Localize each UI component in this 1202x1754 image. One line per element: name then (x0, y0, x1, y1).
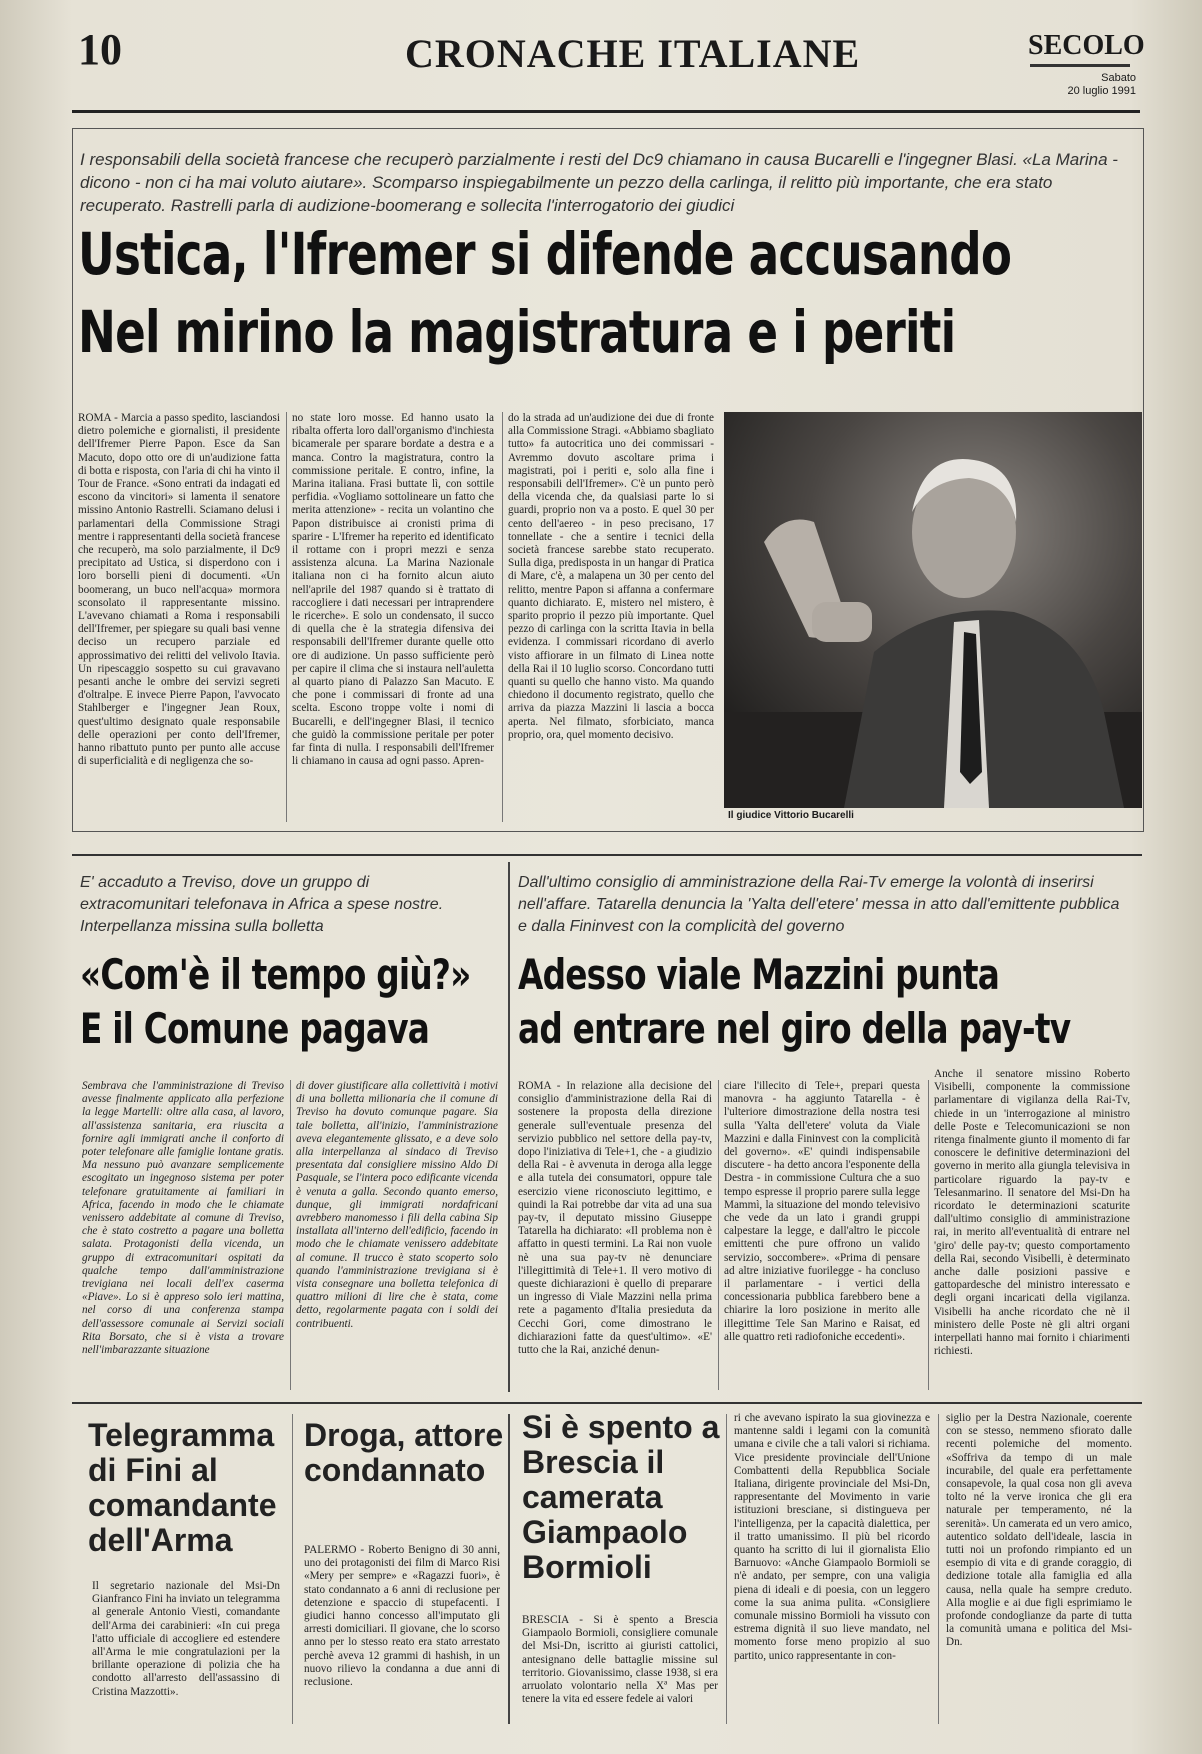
section-divider (72, 1402, 1142, 1404)
column-rule (502, 412, 503, 822)
story-separator (508, 1414, 510, 1724)
treviso-headline-line1: «Com'è il tempo giù?» (80, 950, 471, 999)
newspaper-logo: SECOLO (1028, 30, 1145, 61)
column-rule (726, 1414, 727, 1724)
droga-headline: Droga, attore condannato (304, 1417, 504, 1488)
bucarelli-photo (724, 412, 1142, 808)
raitv-column-1: ROMA - In relazione alla decisione del consiglio d'amministrazione della Rai di sostenere la proposta della direzione generale sull'eventuale presenza del servizio pubblico nel settore della pay-tv, dopo l'iniziativa di Tele+1, che - a giudizio della Rai - è avvenuta in deroga alla legge e alla tutela dei consumatori, oppure tale esercizio viene riconosciuto legittimo, e quindi la Rai potrebbe dar vita ad una sua pay-tv, il deputato missino Giuseppe Tatarella ha dichiarato: «Il problema non è affatto in questi termini. La Rai non vuole nè una sua pay-tv nè denunciare l'illegittimità di Tele+1. Il vero motivo di queste dichiarazioni è quello di preparare un ingresso di Viale Mazzini nella prima rete a pagamento d'Italia presieduta da Cecchi Gori, come dimostrano le dichiarazioni fatte da quest'ultimo». «E' tutto che la Rai, anziché denun- (518, 1080, 712, 1357)
raitv-headline-line2: ad entrare nel giro della pay-tv (518, 1004, 1071, 1053)
bormioli-headline: Si è spento a Brescia il camerata Giampaolo Bormioli (522, 1409, 720, 1585)
column-rule (928, 1080, 929, 1390)
dateline-date: 20 luglio 1991 (1067, 85, 1136, 97)
lead-headline-line2: Nel mirino la magistratura e i periti (78, 298, 956, 366)
column-rule (718, 1080, 719, 1390)
dateline (1040, 72, 1136, 98)
story-separator (508, 862, 510, 1392)
lead-column-3: do la strada ad un'audizione dei due di fronte alla Commissione Stragi. «Abbiamo sbagliato tutto» fa autocritica uno dei commissari - Avremmo dovuto ascoltare prima i magistrati, poi i periti e, solo alla fine i responsabili dell'Ifremer». C'è un punto però della vicenda che, da qualsiasi parte lo si guardi, proprio non va a posto. E quel 30 per cento dell'aereo - in peso precisano, 17 tonnellate - che a sentire i tecnici della società francese sarebbe stato recuperato. Sulla diga, predisposta in un hangar di Pratica di Mare, c'è, a malapena un 30 per cento del relitto, mentre Papon si affanna a confermare quanto dichiarato. E, mistero nel mistero, è sparito proprio il pezzo più importante. Quel pezzo di carlinga con la scritta Itavia in bella evidenza. I commissari ricordano di averlo visto affiorare in un filmato di Linea notte della Rai il 10 luglio scorso. Concordano tutti quanti su quello che hanno visto. Ma quando chiedono il documento registrato, quello che arriva da piazza Mazzini li lascia a bocca aperta. Nel filmato, sforbiciato, manca proprio, ora, quel momento decisivo. (508, 412, 714, 741)
logo-underline (1030, 64, 1130, 67)
section-title: CRONACHE ITALIANE (405, 31, 861, 76)
raitv-column-2: ciare l'illecito di Tele+, prepari questa manovra - ha aggiunto Tatarella - è l'ulteriore dimostrazione della nostra tesi sulla 'Yalta dell'etere' voluta da Viale Mazzini e dalla Fininvest con la complicità del governo». «E' quindi indispensabile discutere - ha detto ancora l'esponente della Destra - in commissione Cultura che a suo tempo espresse il proprio parere sulla legge Mammì, la situazione del mondo televisivo che vede da un lato i grandi gruppi calpestare la legge, e dall'altro le piccole emittenti che pure offrono un valido servizio, soccombere». «Prima di pensare ad altre iniziative fuorilegge - ha concluso il parlamentare - i vertici della concessionaria pubblica farebbero bene a chiarire la loro posizione in merito alle illegittime Tele San Marino e Raisat, ed alle quattro reti radiofoniche eccedenti». (724, 1080, 920, 1343)
treviso-headline-line2: E il Comune pagava (80, 1004, 430, 1053)
bormioli-column-1: BRESCIA - Si è spento a Brescia Giampaolo Bormioli, consigliere comunale del Msi-Dn, iscritto ai giuristi cattolici, antesignano delle battaglie missine sul territorio. Giovanissimo, classe 1938, si era arruolato volontario nella Xª Mas per tenere la vita ed essere fedele ai valori (522, 1614, 718, 1706)
treviso-column-1: Sembrava che l'amministrazione di Treviso avesse finalmente applicato alla perfezione la legge Martelli: oltre alla casa, al lavoro, all'assistenza sanitaria, era riuscita a fornire agli immigrati anche il conforto di poter telefonare alle famiglie lontane gratis. Ma nessuno può avanzare semplicemente escogitato un ingegnoso sistema per poter telefonare gratuitamente ai familiari in Africa, facendo in modo che le chiamate venissero addebitate al comune di Treviso, che è stato costretto a pagare una bolletta salata. Protagonisti della vicenda, un gruppo di extracomunitari ospitati da qualche tempo dall'amministrazione trevigiana nei locali dell'ex caserma «Piave». Lo si è appreso solo ieri mattina, nel corso di una conferenza stampa dell'assessore comunale ai Servizi sociali Rita Borsato, che si è vista a trovare nell'imbarazzante situazione (82, 1080, 284, 1357)
column-rule (286, 412, 287, 822)
lead-headline-line1: Ustica, l'Ifremer si difende accusando (78, 220, 1012, 288)
treviso-kicker: E' accaduto a Treviso, dove un gruppo di extracomunitari telefonava in Africa a spese nostre. Interpellanza missina sulla bolletta (80, 874, 444, 935)
dateline-day: Sabato (1101, 72, 1136, 84)
treviso-column-2: di dover giustificare alla collettività i motivi di una bolletta milionaria che il comune di Treviso ha dovuto comunque pagare. Sia tale bolletta, all'inizio, l'amministrazione aveva elegantemente glissato, e a deve solo alla interpellanza al sindaco di Treviso presentata dal consigliere missino Aldo Di Pasquale, se l'intera poco edificante vicenda è venuta a galla. Secondo quanto emerso, dunque, gli immigrati nordafricani avrebbero manomesso i fili della cabina Sip installata all'interno dell'edificio, facendo in modo che le chiamate venissero addebitate al comune. Il trucco è stato scoperto solo quando l'amministrazione trevigiana si è vista consegnare una bolletta telefonica di quattro milioni di lire che è stata, come detto, regolarmente pagata con i soldi dei contribuenti. (296, 1080, 498, 1330)
column-rule (290, 1080, 291, 1390)
lead-column-2: no state loro mosse. Ed hanno usato la ribalta offerta loro dall'organismo d'inchiesta bicamerale per sparare bordate a destra e a manca. Contro la magistratura, contro la commissione peritale. E contro, infine, la Marina italiana. Frasi buttate lì, con sottile perfidia. «Vogliamo sottolineare un fatto che merita attenzione» - recita un volantino che Papon distribuisce ai cronisti prima di sparire - L'Ifremer ha reperito ed identificato il rottame con i propri mezzi e senza assistenza alcuna. La Marina Nazionale italiana non ci ha fornito alcun aiuto nell'aprile del 1987 quando si è trattato di raccogliere i dati necessari per intraprendere le ricerche». E solo un condensato, il succo di quella che è la strategia difensiva dei responsabili dell'Ifremer durante quelle otto ore di audizione. Un passo sufficiente però per capire il clima che si instaura nell'auletta al quarto piano di Palazzo San Macuto. E che pone i commissari di fronte ad una scelta. Escono troppe volte i nomi di Bucarelli, e dell'ingegner Blasi, il tecnico che guidò la commissione peritale per poter far finta di nulla. I responsabili dell'Ifremer li chiamano in causa ad ogni passo. Apren- (292, 412, 494, 768)
lead-kicker: I responsabili della società francese che recuperò parzialmente i resti del Dc9 chiamano in causa Bucarelli e l'ingegner Blasi. «La Marina - dicono - non ci ha mai voluto aiutare». Scomparso inspiegabilmente un pezzo della carlinga, il relitto più importante, che era stato recuperato. Rastrelli parla di audizione-boomerang e sollecita l'interrogatorio dei giudici (80, 150, 1118, 215)
fini-body: Il segretario nazionale del Msi-Dn Gianfranco Fini ha inviato un telegramma al generale Antonio Viesti, comandante dell'Arma dei carabinieri: «In cui prega l'atto ufficiale di accogliere ed estendere all'Arma le mie congratulazioni per la brillante operazione di polizia che ha condotto all'arresto dell'assassino di Cristina Mazzotti». (92, 1580, 280, 1698)
masthead-rule (72, 110, 1140, 113)
raitv-column-3: Anche il senatore missino Roberto Visibelli, componente la commissione parlamentare di vigilanza della Rai-Tv, chiede in un 'interrogazione al ministro delle Poste e Telecomunicazioni se non ritenga finalmente giunto il momento di far conoscere le definitive determinazioni del governo in merito alla giungla televisiva in particolare riguardo la pay-tv e Telesanmarino. Il senatore del Msi-Dn ha ricordato le determinazioni scaturite dall'ultimo consiglio di amministrazione rai, in merito all'eventualità di entrare nel 'giro' delle pay-tv; questo comportamento della Rai, secondo Visibelli, è determinato anche dalle posizioni passive e gattopardesche del ministro interessato e degli organi incaricati della vigilanza. Visibelli ha anche ricordato che nè il ministero delle Poste nè gli altri organi interpellati hanno mai fornito i chiarimenti richiesti. (934, 1068, 1130, 1358)
bormioli-column-2: ri che avevano ispirato la sua giovinezza e mantenne saldi i legami con la comunità umana e civile che a tali valori si richiama. Vice presidente provinciale dell'Unione Combattenti della Repubblica Sociale Italiana, dirigente provinciale del Msi-Dn, rappresentante del Movimento in varie istituzioni bresciane, si distingueva per l'intelligenza, per la capacità dialettica, per il tratto umanissimo. Il più bel ricordo quanto ha scritto di lui il giornalista Elio Barnuovo: «Anche Giampaolo Bormioli se n'è andato, per sempre, con una valigia piena di ideali e di poesia, con un leggero come la sua anima pulita. «Consigliere comunale missino Bormioli ha vissuto con estrema dignità il suo lieve mandato, nel momento forse meno propizio al suo partito, unico rappresentante in con- (734, 1412, 930, 1662)
droga-body: PALERMO - Roberto Benigno di 30 anni, uno dei protagonisti dei film di Marco Risi «Mery per sempre» e «Ragazzi fuori», è stato condannato a 6 anni di reclusione per detenzione e spaccio di stupefacenti. I giudici hanno concesso all'imputato gli arresti domiciliari. Il giovane, che lo scorso anno per lo stesso reato era stato arrestato perchè aveva 12 grammi di hashish, in un nuovo rilievo la condanna a due anni di reclusione. (304, 1544, 500, 1689)
photo-illustration (724, 412, 1142, 808)
raitv-headline-line1: Adesso viale Mazzini punta (518, 950, 1000, 999)
column-rule (938, 1414, 939, 1724)
bormioli-column-3: siglio per la Destra Nazionale, coerente con se stesso, nemmeno sfiorato dalle recenti polemiche del momento. «Soffriva da tempo di un male incurabile, del quale era perfettamente consapevole, la qual cosa non gli aveva tolto né la verve ironica che gli era naturale per temperamento, né la serenità». Un camerata ed un vero amico, autentico soldato dell'ideale, lascia in tutti noi un profondo rimpianto ed un esempio di vita e di grande coraggio, di dedizione totale alla famiglia ed alla causa, nella quale ha sempre creduto. Alla moglie e ai due figli esprimiamo le profonde condoglianze da parte di tutta la comunità umana e politica del Msi-Dn. (946, 1412, 1132, 1649)
fini-headline: Telegramma di Fini al comandante dell'Arma (88, 1417, 277, 1558)
section-divider (72, 854, 1142, 856)
page-number: 10 (78, 25, 122, 74)
raitv-kicker: Dall'ultimo consiglio di amministrazione della Rai-Tv emerge la volontà di inserirsi nell'affare. Tatarella denuncia la 'Yalta dell'etere' messa in atto dall'emittente pubblica e dalla Fininvest con la complicità del governo (518, 874, 1120, 935)
photo-caption: Il giudice Vittorio Bucarelli (728, 810, 854, 821)
column-rule (292, 1414, 293, 1724)
lead-column-1: ROMA - Marcia a passo spedito, lasciandosi dietro polemiche e giornalisti, il presidente dell'Ifremer Pierre Papon. Esce da San Macuto, dopo otto ore di un'audizione fatta di botta e risposta, con l'aria di chi ha vinto il Tour de France. «Sono entrati da indagati ed escono da vincitori» si lamenta il senatore missino Antonio Rastrelli. Sciamano delusi i parlamentari della Commissione Stragi mentre i rappresentanti della società francese che recuperò, ma solo parzialmente, il Dc9 precipitato ad Ustica, si disperdono con i loro borselli pieni di documenti. «Un boomerang, un buco nell'acqua» mormora sconsolato il rappresentante missino. L'avevano chiamati a Roma i responsabili dell'Ifremer, per spiegare su quali basi venne deciso un recupero parziale ed approssimativo dei relitti del velivolo Itavia. Un ripescaggio sospetto su cui gravavano pesanti anche le ombre dei servizi segreti d'oltralpe. E invece Pierre Papon, l'avvocato Stahlberger e l'ingegner Jean Roux, quest'ultimo designato quale responsabile delle operazioni per conto dell'Ifremer, hanno ribattuto punto per punto alle accuse di superficialità e di negligenza che so- (78, 412, 280, 768)
